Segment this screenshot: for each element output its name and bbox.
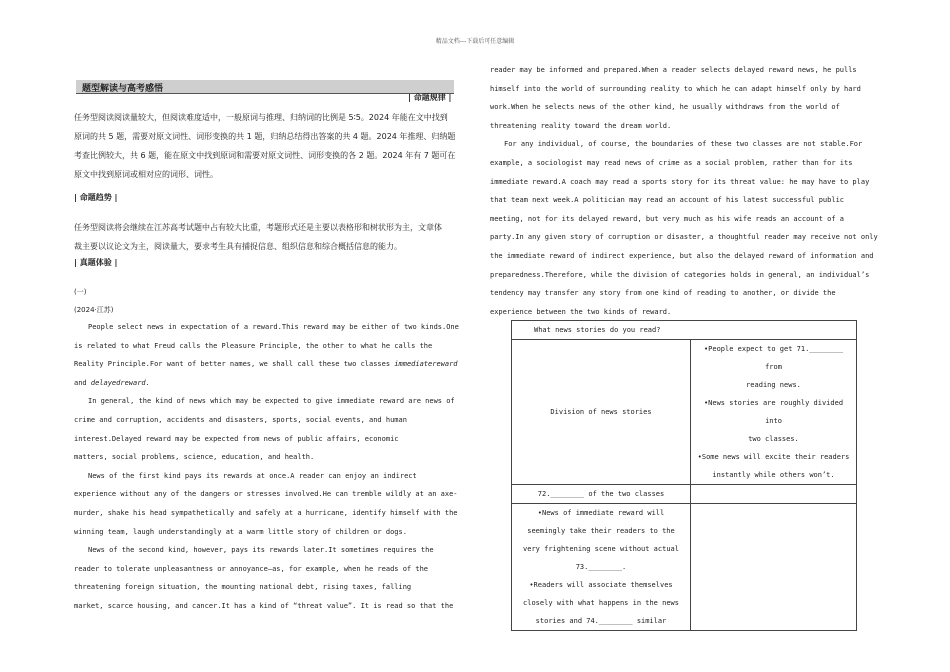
passage-line: is related to what Freud calls the Pleasure Principle, the other to what he calls the	[74, 341, 433, 350]
passage-line	[74, 374, 469, 393]
passage-line: murder, shake his head sympathetically and safely at a hurricane, identify himself with the	[74, 508, 458, 517]
page-header: 精品文档---下载后可任意编辑	[435, 38, 515, 45]
rule-line: 考查比例较大，共 6 题，能在原文中找到原词和需要对原文词性、词形变换的各 2 题。2024 年有 7 题可在	[74, 151, 456, 160]
rule-line: 任务型阅读阅读量较大，但阅读难度适中，一般原词与推理、归纳词的比例是 5∶5。2024 年能在文中找到	[74, 113, 448, 122]
cell-line: closely with what happens in the news	[523, 599, 679, 607]
passage-line: market, scarce housing, and cancer.It has a kind of “threat value”. It is read so that the	[74, 601, 454, 610]
passage-line: himself into the world of surrounding reality to which he can adapt himself only by hard	[490, 84, 861, 93]
passage-line: crime and corruption, accidents and disasters, sports, social events, and human	[74, 415, 407, 424]
question-table	[511, 320, 857, 631]
passage-line: meeting, not for its delayed reward, but very much as his wife reads an account of a	[490, 214, 845, 223]
italic-term: immediatereward	[394, 360, 458, 369]
tag-trend: | 命题趋势 |	[74, 193, 118, 202]
table-cell-division: Division of news stories	[512, 340, 691, 485]
trend-line: 任务型阅读将会继续在江苏高考试题中占有较大比重，考题形式还是主要以表格形和树状形为主，文章体	[74, 223, 442, 232]
passage-line: party.In any given story of corruption or disaster, a thoughtful reader may receive not only	[490, 233, 878, 242]
passage-line: People select news in expectation of a reward.This reward may be either of two kinds.One	[88, 323, 459, 331]
passage-line: immediate reward.A coach may read a sports story for its threat value: he may have to play	[490, 177, 870, 186]
passage-line: tendency may transfer any story from one kind of reading to another, or divide the	[490, 289, 836, 298]
table-cell-72: 72.________ of the two classes	[512, 485, 691, 504]
cell-line: seemingly take their readers to the	[527, 527, 675, 535]
cell-line: reading news.	[746, 381, 801, 389]
passage-line: For any individual, of course, the boundaries of these two classes are not stable.For	[504, 140, 863, 149]
passage-text: Reality Principle.For want of better names, we shall call these two classes	[74, 360, 395, 369]
passage-line: threatening reality toward the dream world.	[490, 121, 672, 130]
passage-line: In general, the kind of news which may be expected to give immediate reward are news of	[88, 397, 455, 406]
cell-line: stories and 74.________ similar	[535, 617, 667, 625]
passage-line: work.When he selects news of the other kind, he usually withdraws from the world of	[490, 103, 840, 112]
rule-text	[74, 108, 469, 184]
cell-line: two classes.	[748, 435, 799, 443]
passage-text: and	[74, 378, 91, 387]
table-cell-division-detail	[691, 340, 857, 485]
passage-line: reader may be informed and prepared.When a reader selects delayed reward news, he pulls	[490, 66, 857, 74]
passage-line: reader to tolerate unpleasantness or annoyance—as, for example, when he reads of the	[74, 564, 429, 573]
passage-line: News of the first kind pays its rewards at once.A reader can enjoy an indirect	[88, 471, 417, 480]
table-header: What news stories do you read?	[512, 321, 857, 340]
rule-line: 原词的共 5 题，需要对原文词性、词形变换的共 1 题，归纳总结得出答案的共 4 题。2024 年推理、归纳题	[74, 132, 456, 141]
cell-line: •News stories are roughly divided into	[703, 399, 844, 425]
cell-line: •People expect to get 71.________ from	[703, 345, 844, 371]
passage-line: matters, social problems, science, education, and health.	[74, 453, 315, 462]
trend-text	[74, 218, 469, 256]
cell-line: 73.________.	[575, 563, 627, 571]
passage-line: the immediate reward of indirect experience, but also the delayed reward of information and	[490, 251, 874, 260]
section-title-bar	[76, 80, 454, 94]
passage-line: example, a sociologist may read news of crime as a social problem, rather than for its	[490, 158, 853, 167]
italic-term: delayedreward.	[90, 378, 150, 387]
item-number: (一)	[74, 288, 87, 296]
table-cell-empty	[691, 504, 857, 631]
table-cell-immediate	[512, 504, 691, 631]
section-title: 题型解读与高考感悟	[82, 84, 164, 94]
passage-line: that team next week.A politician may read an account of his latest successful public	[490, 196, 845, 205]
passage-line: interest.Delayed reward may be expected from news of public affairs, economic	[74, 434, 399, 443]
tag-exam: | 真题体验 |	[74, 258, 118, 267]
cell-line: •News of immediate reward will	[537, 509, 665, 517]
cell-line: •Readers will associate themselves	[529, 581, 673, 589]
passage-line: experience between the two kinds of reward.	[490, 307, 672, 316]
tag-rule: | 命题规律 |	[408, 93, 452, 102]
passage-line: threatening foreign situation, the mounting national debt, rising taxes, falling	[74, 583, 412, 592]
cell-line: very frightening scene without actual	[523, 545, 679, 553]
left-passage	[74, 318, 469, 616]
table-cell-empty	[691, 485, 857, 504]
passage-line: winning team, laugh understandingly at a warm little story of children or dogs.	[74, 527, 407, 536]
passage-line	[74, 355, 469, 374]
rule-line: 原文中找到原词或相对应的词形、词性。	[74, 170, 218, 179]
passage-line: News of the second kind, however, pays its rewards later.It sometimes requires the	[88, 546, 434, 555]
cell-line: instantly while others won’t.	[712, 471, 835, 479]
trend-line: 裁主要以议论文为主，阅读量大，要求考生具有捕捉信息、组织信息和综合概括信息的能力。	[74, 242, 402, 251]
right-passage	[490, 61, 885, 321]
cell-line: •Some news will excite their readers	[697, 453, 850, 461]
item-source: (2024·江苏)	[74, 306, 114, 314]
passage-line: preparedness.Therefore, while the division of categories holds in general, an individual’s	[490, 270, 870, 279]
passage-line: experience without any of the dangers or stresses involved.He can tremble wildly at an axe-	[74, 490, 458, 499]
